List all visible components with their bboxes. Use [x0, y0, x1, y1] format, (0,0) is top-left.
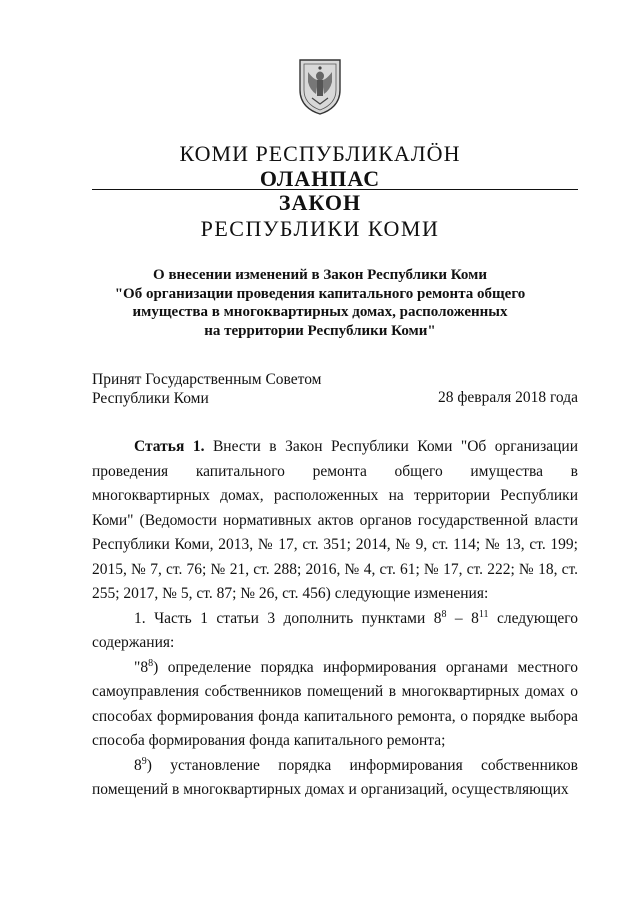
- article-1-text: Внести в Закон Республики Коми "Об организации проведения капитального ремонта общего имущества в многоквартирных домах, расположенных на территории Республики Коми" (Ведомости нормативных актов органов государственной власти Республики Коми, 2013, № 17, ст. 351; 2014, № 9, ст. 114; № 13, ст. 199; 2015, № 7, ст. 76; № 21, ст. 288; 2016, № 4, ст. 61; № 17, ст. 222; № 18, ст. 255; 2017, № 5, ст. 87; № 26, ст. 456) следующие изменения:: [92, 438, 578, 602]
- point-8-paragraph: [92, 656, 578, 754]
- point-9-text: ) установление порядка информирования собственников помещений в многоквартирных домах и организаций, осуществляющих: [92, 756, 578, 798]
- item-1-text: – 8: [446, 609, 479, 627]
- adoption-line: Республики Коми: [92, 389, 209, 407]
- law-title-line: "Об организации проведения капитального ремонта общего: [114, 285, 526, 302]
- zakon-heading: ЗАКОН: [278, 190, 362, 215]
- point-9-paragraph: [92, 754, 578, 803]
- adoption-date: 28 февраля 2018 года: [437, 389, 578, 406]
- superscript: 11: [478, 608, 489, 620]
- point-9-number: 8: [134, 756, 142, 774]
- law-title-line: на территории Республики Коми": [204, 322, 436, 339]
- item-1-text: следующего содержания:: [92, 609, 579, 651]
- law-title-line: О внесении изменений в Закон Республики Коми: [153, 267, 487, 283]
- law-title: [0, 266, 640, 340]
- point-8-number: "8: [134, 658, 149, 676]
- law-body: [92, 435, 578, 803]
- article-1-label: Статья 1.: [134, 438, 205, 455]
- superscript: 8: [441, 608, 447, 620]
- adoption-body: [92, 371, 322, 408]
- item-1-text: 1. Часть 1 статьи 3 дополнить пунктами 8: [134, 609, 442, 627]
- republic-ru-heading: РЕСПУБЛИКИ КОМИ: [200, 216, 440, 241]
- coat-of-arms-emblem: [296, 56, 344, 116]
- republic-komi-heading: КОМИ РЕСПУБЛИКАЛÖН: [179, 141, 461, 166]
- law-title-line: имущества в многоквартирных домах, расположенных: [132, 304, 508, 320]
- point-8-text: ) определение порядка информирования органами местного самоуправления собственников помещений в многоквартирных домах о способах формирования фонда капитального ремонта, о порядке выбора способа формирования фонда капитального ремонта;: [92, 658, 578, 749]
- olanpas-heading: ОЛАНПАС: [259, 166, 381, 191]
- superscript: 9: [141, 755, 147, 767]
- item-1-paragraph: [92, 607, 578, 656]
- article-1-paragraph: [92, 435, 578, 607]
- adoption-line: Принят Государственным Советом: [92, 371, 322, 388]
- superscript: 8: [148, 657, 154, 669]
